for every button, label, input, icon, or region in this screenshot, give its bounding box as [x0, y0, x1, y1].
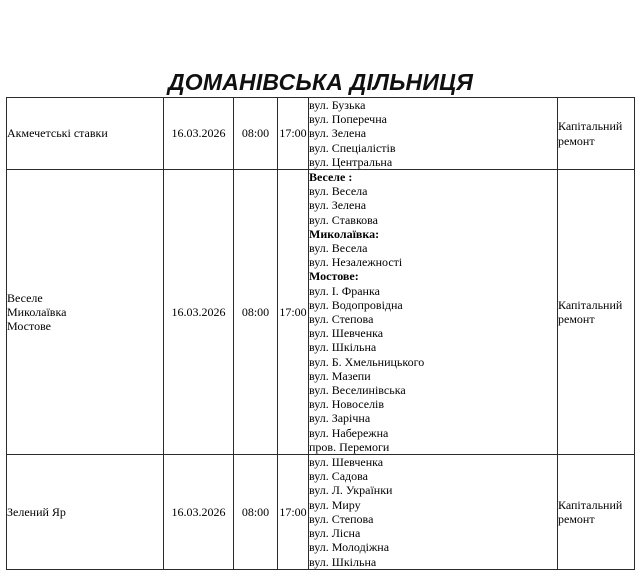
outage-reason — [558, 170, 635, 455]
outage-start-time: 08:00 — [234, 170, 278, 455]
table-row — [7, 455, 635, 570]
street-name: вул. Мазепи — [309, 368, 371, 383]
settlement-cell — [7, 455, 164, 570]
street-group-heading: Миколаївка: — [309, 226, 380, 241]
outage-reason — [558, 455, 635, 570]
outage-date: 16.03.2026 — [164, 98, 234, 170]
outage-end-time: 17:00 — [278, 455, 309, 570]
street-name: вул. Степова — [309, 312, 374, 327]
outage-end-time: 17:00 — [278, 170, 309, 455]
street-name: вул. Зарічна — [309, 411, 371, 426]
outage-date: 16.03.2026 — [164, 455, 234, 570]
settlement-cell — [7, 170, 164, 455]
street-name: вул. Шкільна — [309, 340, 377, 355]
street-name: вул. Веселинівська — [309, 383, 406, 398]
street-name: вул. Л. Українки — [309, 483, 393, 498]
street-name: вул. Шевченка — [309, 326, 384, 341]
outage-reason-line: Капітальний — [558, 119, 623, 134]
streets-cell — [309, 98, 558, 170]
settlement-name: Зелений Яр — [7, 504, 66, 519]
outage-end-time: 17:00 — [278, 98, 309, 170]
settlement-name: Акмечетські ставки — [7, 126, 108, 141]
outage-reason-line: ремонт — [558, 133, 595, 148]
outage-reason-line: Капітальний — [558, 497, 623, 512]
street-group-heading: Веселе : — [309, 170, 353, 185]
outage-start-time: 08:00 — [234, 98, 278, 170]
settlement-name: Мостове — [7, 319, 52, 334]
streets-cell — [309, 455, 558, 570]
street-name: вул. Шевченка — [309, 455, 384, 470]
street-name: вул. Шкільна — [309, 554, 377, 569]
street-name: вул. Молодіжна — [309, 540, 390, 555]
street-name: вул. Набережна — [309, 425, 389, 440]
street-name: вул. Миру — [309, 497, 361, 512]
street-name: вул. Лісна — [309, 526, 361, 541]
settlement-cell — [7, 98, 164, 170]
street-name: вул. Спеціалістів — [309, 140, 396, 155]
page-title: ДОМАНІВСЬКА ДІЛЬНИЦЯ — [167, 69, 474, 96]
table-row — [7, 170, 635, 455]
outage-reason-line: ремонт — [558, 511, 595, 526]
outage-reason-line: ремонт — [558, 312, 595, 327]
settlement-name: Веселе — [7, 290, 43, 305]
street-name: вул. Водопровідна — [309, 297, 403, 312]
outage-reason — [558, 98, 635, 170]
street-name: вул. Зелена — [309, 126, 367, 141]
table-row — [7, 98, 635, 170]
outage-table-body — [7, 98, 635, 570]
street-name: вул. Поперечна — [309, 112, 387, 127]
street-name: вул. Центральна — [309, 154, 393, 169]
street-name: пров. Перемоги — [309, 439, 390, 454]
outage-schedule-table — [6, 97, 635, 570]
street-name: вул. Весела — [309, 241, 368, 256]
outage-start-time: 08:00 — [234, 455, 278, 570]
street-name: вул. Б. Хмельницького — [309, 354, 425, 369]
street-name: вул. Незалежності — [309, 255, 403, 270]
street-name: вул. Садова — [309, 469, 368, 484]
streets-cell — [309, 170, 558, 455]
street-group-heading: Мостове: — [309, 269, 359, 284]
street-name: вул. Ставкова — [309, 212, 378, 227]
street-name: вул. І. Франка — [309, 283, 380, 298]
street-name: вул. Новоселів — [309, 397, 385, 412]
street-name: вул. Степова — [309, 511, 374, 526]
street-name: вул. Бузька — [309, 98, 366, 112]
street-name: вул. Весела — [309, 184, 368, 199]
street-name: вул. Зелена — [309, 198, 367, 213]
settlement-name: Миколаївка — [7, 304, 67, 319]
outage-reason-line: Капітальний — [558, 297, 623, 312]
outage-date: 16.03.2026 — [164, 170, 234, 455]
